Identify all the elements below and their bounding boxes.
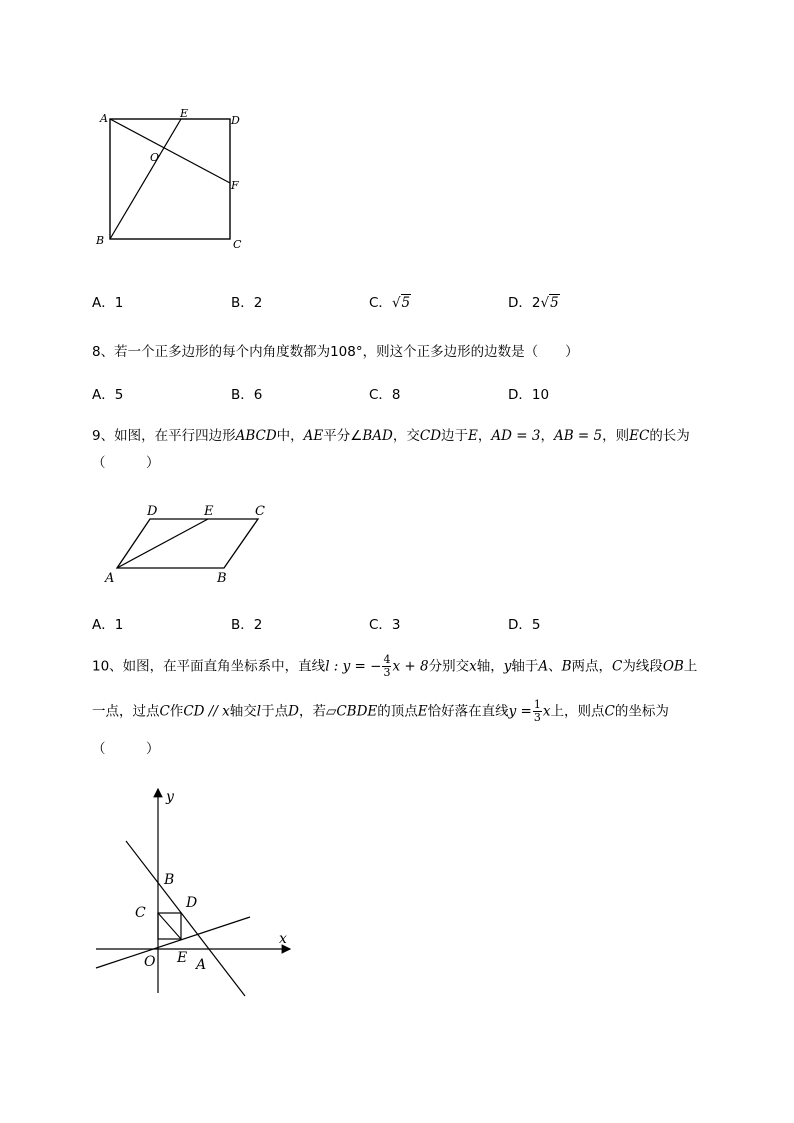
- q9-stem-part7: ，: [540, 428, 554, 444]
- q10-l1-g: 为线段: [622, 658, 663, 675]
- q10-label-d: D: [186, 895, 198, 911]
- q8-stem: 8、若一个正多边形的每个内角度数都为108°，则这个正多边形的边数是（ ）: [92, 344, 579, 360]
- q9-stem-part8: ，则: [602, 428, 630, 444]
- q10-l2-D: D: [288, 703, 299, 720]
- q9-option-b[interactable]: B．2: [231, 617, 263, 633]
- q10-label-b: B: [164, 872, 175, 888]
- q9-label-e: E: [204, 504, 214, 519]
- q10-label-e: E: [177, 950, 188, 966]
- q10-stem-line3: （ ）: [92, 741, 160, 757]
- q10-l2-e: ，若: [298, 703, 326, 720]
- q10-l2-h: 上，则点: [550, 703, 605, 720]
- q10-l2-E: E: [417, 703, 428, 720]
- q10-l1-frac: [382, 654, 391, 679]
- q7-option-d[interactable]: [508, 291, 560, 311]
- q7-label-b: B: [96, 234, 105, 247]
- q9-stem-line1: [92, 424, 690, 444]
- q9-stem-part4: ，交: [392, 428, 420, 444]
- q7-label-f: F: [231, 179, 239, 192]
- q9-stem-part6: ，: [477, 428, 492, 444]
- q8-option-c[interactable]: C．8: [369, 387, 401, 403]
- q7-option-d-coef: 2: [531, 295, 541, 311]
- q10-l2-c: 轴交: [229, 703, 257, 720]
- q7-option-c[interactable]: [369, 291, 411, 311]
- q10-l2-i: 的坐标为: [614, 703, 669, 720]
- q10-l2-a: 一点，过点: [92, 703, 160, 720]
- q9-stem-part5: 边于: [441, 428, 469, 444]
- q7-option-d-sqrt: √5: [540, 295, 559, 311]
- q10-l1-y: y: [503, 658, 512, 675]
- q7-option-c-sqrt: √5: [391, 295, 411, 311]
- q9-option-d[interactable]: D．5: [508, 617, 541, 633]
- q9-AE: AE: [303, 428, 324, 444]
- q7-label-e: E: [180, 107, 189, 120]
- q9-BAD: BAD: [362, 428, 393, 444]
- q10-l1-c: 轴，: [476, 658, 504, 675]
- q9-label-c: C: [255, 504, 265, 519]
- q10-l1-frac-num: 4: [383, 653, 391, 666]
- q10-l2-eq-pre: y =: [508, 703, 532, 720]
- q7-label-o: O: [150, 151, 160, 164]
- q9-stem-line2: （ ）: [92, 455, 160, 471]
- q10-stem-line1: [92, 654, 697, 679]
- q10-l1-eq-post: x + 8: [392, 658, 429, 675]
- q10-l1-a: 10、如图，在平面直角坐标系中，直线: [92, 658, 326, 675]
- q10-l1-e: 、: [548, 658, 562, 675]
- q10-l1-frac-den: 3: [383, 666, 391, 679]
- q10-diagonal: [158, 913, 181, 939]
- q7-label-d: D: [231, 114, 240, 127]
- q10-l1-h: 上: [683, 658, 698, 675]
- q10-label-y: y: [166, 789, 174, 805]
- q7-figure: [90, 100, 260, 260]
- q7-option-b[interactable]: [231, 291, 262, 311]
- q9-stem-part3: 平分∠: [323, 428, 363, 444]
- q10-label-c: C: [135, 905, 146, 921]
- q10-l2-frac: [533, 699, 542, 724]
- q10-label-a: A: [196, 957, 207, 973]
- q10-l1-f: 两点，: [571, 658, 613, 675]
- q10-l2-CD: CD // x: [183, 703, 230, 720]
- q7-option-c-radicand: 5: [401, 295, 411, 311]
- q7-option-b-prefix: B．: [231, 295, 254, 311]
- q7-option-c-prefix: C．: [369, 295, 392, 311]
- q10-l2-frac-den: 3: [533, 711, 541, 724]
- q7-option-b-value: 2: [253, 295, 263, 311]
- q9-ad-eq: AD = 3: [491, 428, 541, 444]
- q9-figure: [100, 498, 280, 588]
- q10-label-o: O: [144, 954, 156, 970]
- q10-l1-B: B: [561, 658, 572, 675]
- q10-l1-b: 分别交: [428, 658, 470, 675]
- q9-stem-part2: 中，: [276, 428, 304, 444]
- q10-figure: [90, 785, 305, 1010]
- q9-label-b: B: [217, 571, 227, 586]
- q10-l1-x: x: [469, 658, 477, 675]
- q10-l1-C: C: [612, 658, 623, 675]
- q8-option-a[interactable]: A．5: [92, 387, 124, 403]
- q10-l2-f: 的顶点: [377, 703, 418, 720]
- q10-l1-A: A: [538, 658, 549, 675]
- q7-option-d-radicand: 5: [550, 295, 559, 311]
- q9-stem-part9: 的长为: [649, 428, 690, 444]
- q7-option-a-prefix: A．: [92, 295, 115, 311]
- q10-line-third: [96, 917, 250, 968]
- q7-option-a[interactable]: [92, 291, 123, 311]
- q10-l2-C: C: [159, 703, 170, 720]
- q10-label-x: x: [279, 931, 287, 947]
- q10-l2-eq-post: x: [542, 703, 551, 720]
- q10-l2-d: 于点: [261, 703, 289, 720]
- q9-EC: EC: [629, 428, 650, 444]
- q7-option-d-prefix: D．: [508, 295, 532, 311]
- q9-ab-eq: AB = 5: [553, 428, 603, 444]
- q9-stem-part1: 9、如图，在平行四边形: [92, 428, 236, 444]
- q10-l2-par: ▱CBDE: [325, 703, 378, 720]
- q8-option-b[interactable]: B．6: [231, 387, 263, 403]
- q10-l2-C2: C: [604, 703, 615, 720]
- q7-label-a: A: [100, 112, 108, 125]
- q9-E: E: [468, 428, 478, 444]
- q9-label-a: A: [105, 571, 115, 586]
- q10-l2-frac-num: 1: [533, 698, 541, 711]
- q10-stem-line2: [92, 699, 669, 724]
- q7-label-c: C: [233, 238, 242, 251]
- q10-l2-b: 作: [169, 703, 184, 720]
- q8-option-d[interactable]: D．10: [508, 387, 550, 403]
- q9-CD: CD: [419, 428, 442, 444]
- q9-label-d: D: [147, 504, 158, 519]
- q7-option-a-value: 1: [114, 295, 124, 311]
- q9-ABCD: ABCD: [235, 428, 277, 444]
- q9-option-a[interactable]: A．1: [92, 617, 124, 633]
- q10-l2-l: l: [256, 703, 262, 720]
- q10-l1-OB: OB: [662, 658, 684, 675]
- q10-l2-g: 恰好落在直线: [427, 703, 509, 720]
- q10-l1-eq-pre: l : y = −: [325, 658, 382, 675]
- q9-option-c[interactable]: C．3: [369, 617, 401, 633]
- q10-l1-d: 轴于: [511, 658, 539, 675]
